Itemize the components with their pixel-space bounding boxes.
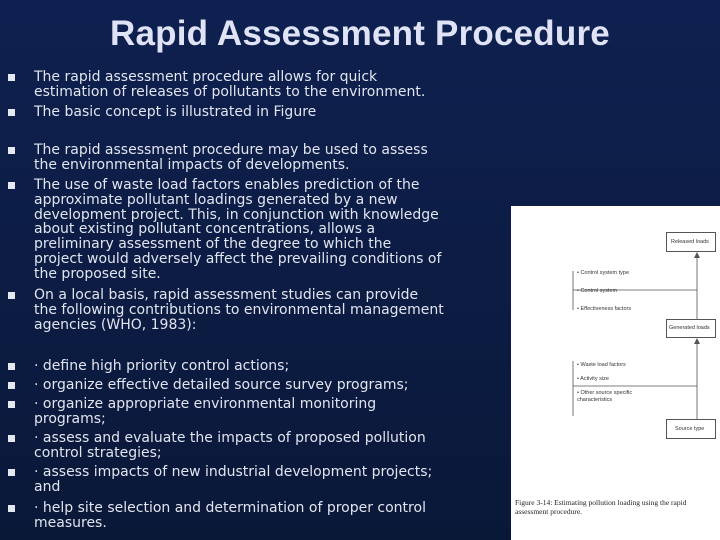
bullet-marker — [8, 401, 15, 408]
bullet-marker — [8, 292, 15, 299]
bullet-marker — [8, 469, 15, 476]
bullet-text: On a local basis, rapid assessment studies can provide the following contributions to environmental management agencies (WHO, 1983): — [34, 287, 444, 333]
bullet-item — [8, 431, 508, 461]
bullet-marker — [8, 363, 15, 370]
bullet-text: The use of waste load factors enables prediction of the approximate pollutant loadings generated by a new development project. This, in conjunction with knowledge about existing pollutant concentrations, allows a preliminary assessment of the degree to which the project would adversely affect the prevailing conditions of the proposed site. — [34, 177, 442, 282]
bullet-text: The rapid assessment procedure may be used to assess the environmental impacts of developments. — [34, 142, 428, 173]
generated-loads-box — [666, 319, 716, 338]
bullet-marker — [8, 435, 15, 442]
control-item: • Control system type — [577, 270, 630, 276]
bullet-marker — [8, 147, 15, 154]
bullet-item — [8, 143, 508, 173]
bullet-text: The rapid assessment procedure allows for quick estimation of releases of pollutants to the environment. — [34, 69, 426, 100]
bullet-text: · assess impacts of new industrial development projects; and — [34, 464, 433, 495]
source-type-label: Source type — [675, 426, 705, 432]
control-item: • Control system — [577, 288, 618, 294]
bullet-text: The basic concept is illustrated in Figure — [34, 104, 317, 120]
bullet-item — [8, 378, 508, 393]
bullet-marker — [8, 182, 15, 189]
bullet-marker — [8, 74, 15, 81]
source-item: • Waste load factors — [577, 362, 626, 368]
bullet-item — [8, 105, 508, 120]
figure-caption: Figure 3-14: Estimating pollution loading using the rapid assessment procedure. — [515, 498, 687, 516]
slide-title: Rapid Assessment Procedure — [110, 14, 610, 53]
bullet-text: · help site selection and determination of proper control measures. — [34, 500, 426, 531]
bullet-text: · organize appropriate environmental monitoring programs; — [34, 396, 377, 427]
bullet-text: · organize effective detailed source survey programs; — [34, 377, 409, 393]
bullet-text: · assess and evaluate the impacts of proposed pollution control strategies; — [34, 430, 426, 461]
assessment-diagram-figure — [511, 206, 720, 540]
bullet-item — [8, 465, 508, 495]
bullet-item — [8, 70, 508, 100]
released-loads-box — [666, 232, 716, 252]
source-item: • Other source specific characteristics — [577, 390, 633, 403]
bullet-item — [8, 178, 508, 282]
source-type-box — [666, 419, 716, 439]
bullet-item — [8, 397, 508, 427]
bullet-text: · define high priority control actions; — [34, 358, 290, 374]
diagram-connectors — [511, 206, 720, 540]
control-item: • Effectiveness factors — [577, 306, 632, 312]
bullet-marker — [8, 382, 15, 389]
bullet-item — [8, 501, 508, 531]
released-loads-label: Released loads — [671, 239, 709, 245]
bullet-marker — [8, 505, 15, 512]
bullet-item — [8, 288, 508, 332]
source-item: • Activity size — [577, 376, 609, 382]
bullet-marker — [8, 109, 15, 116]
generated-loads-label: Generated loads — [669, 325, 710, 331]
bullet-item — [8, 359, 508, 374]
